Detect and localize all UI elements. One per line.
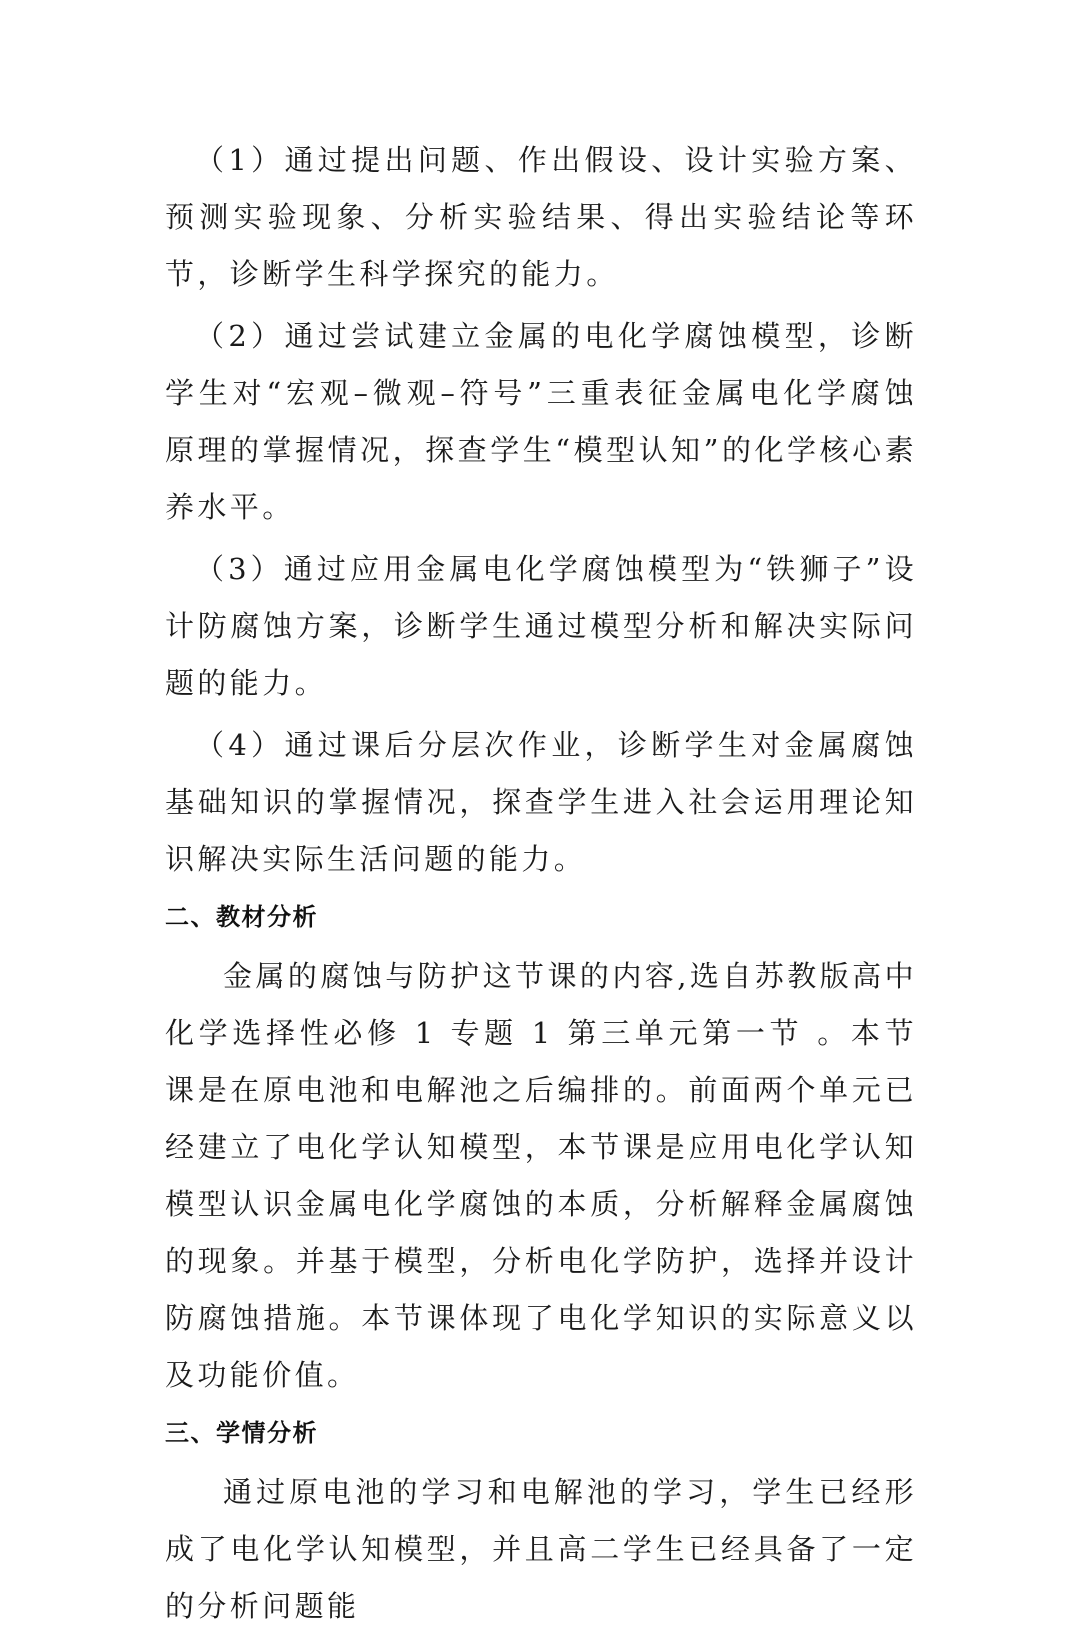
document-body	[165, 132, 917, 1635]
objective-3: （3）通过应用金属电化学腐蚀模型为“铁狮子”设计防腐蚀方案，诊断学生通过模型分析和解决实际问题的能力。	[165, 552, 917, 700]
section-3-heading-block	[165, 1404, 917, 1464]
objective-4: （4）通过课后分层次作业，诊断学生对金属腐蚀基础知识的掌握情况，探查学生进入社会运用理论知识解决实际生活问题的能力。	[165, 728, 917, 876]
section-heading-student-analysis: 三、学情分析	[165, 1419, 318, 1447]
objective-1: （1）通过提出问题、作出假设、设计实验方案、预测实验现象、分析实验结果、得出实验结论等环节，诊断学生科学探究的能力。	[165, 143, 917, 291]
section-2-heading-block	[165, 888, 917, 948]
textbook-analysis-paragraph: 金属的腐蚀与防护这节课的内容,选自苏教版高中化学选择性必修 1 专题 1 第三单元第一节 。本节课是在原电池和电解池之后编排的。前面两个单元已经建立了电化学认知模型，本节课是应用电化学认知模型认识金属电化学腐蚀的本质，分析解释金属腐蚀的现象。并基于模型，分析电化学防护，选择并设计防腐蚀措施。本节课体现了电化学知识的实际意义以及功能价值。	[165, 959, 917, 1392]
section-heading-textbook-analysis: 二、教材分析	[165, 903, 318, 931]
student-analysis-paragraph: 通过原电池的学习和电解池的学习，学生已经形成了电化学认知模型，并且高二学生已经具备了一定的分析问题能	[165, 1475, 917, 1623]
objective-2: （2）通过尝试建立金属的电化学腐蚀模型，诊断学生对“宏观–微观–符号”三重表征金属电化学腐蚀原理的掌握情况，探查学生“模型认知”的化学核心素养水平。	[165, 319, 917, 524]
